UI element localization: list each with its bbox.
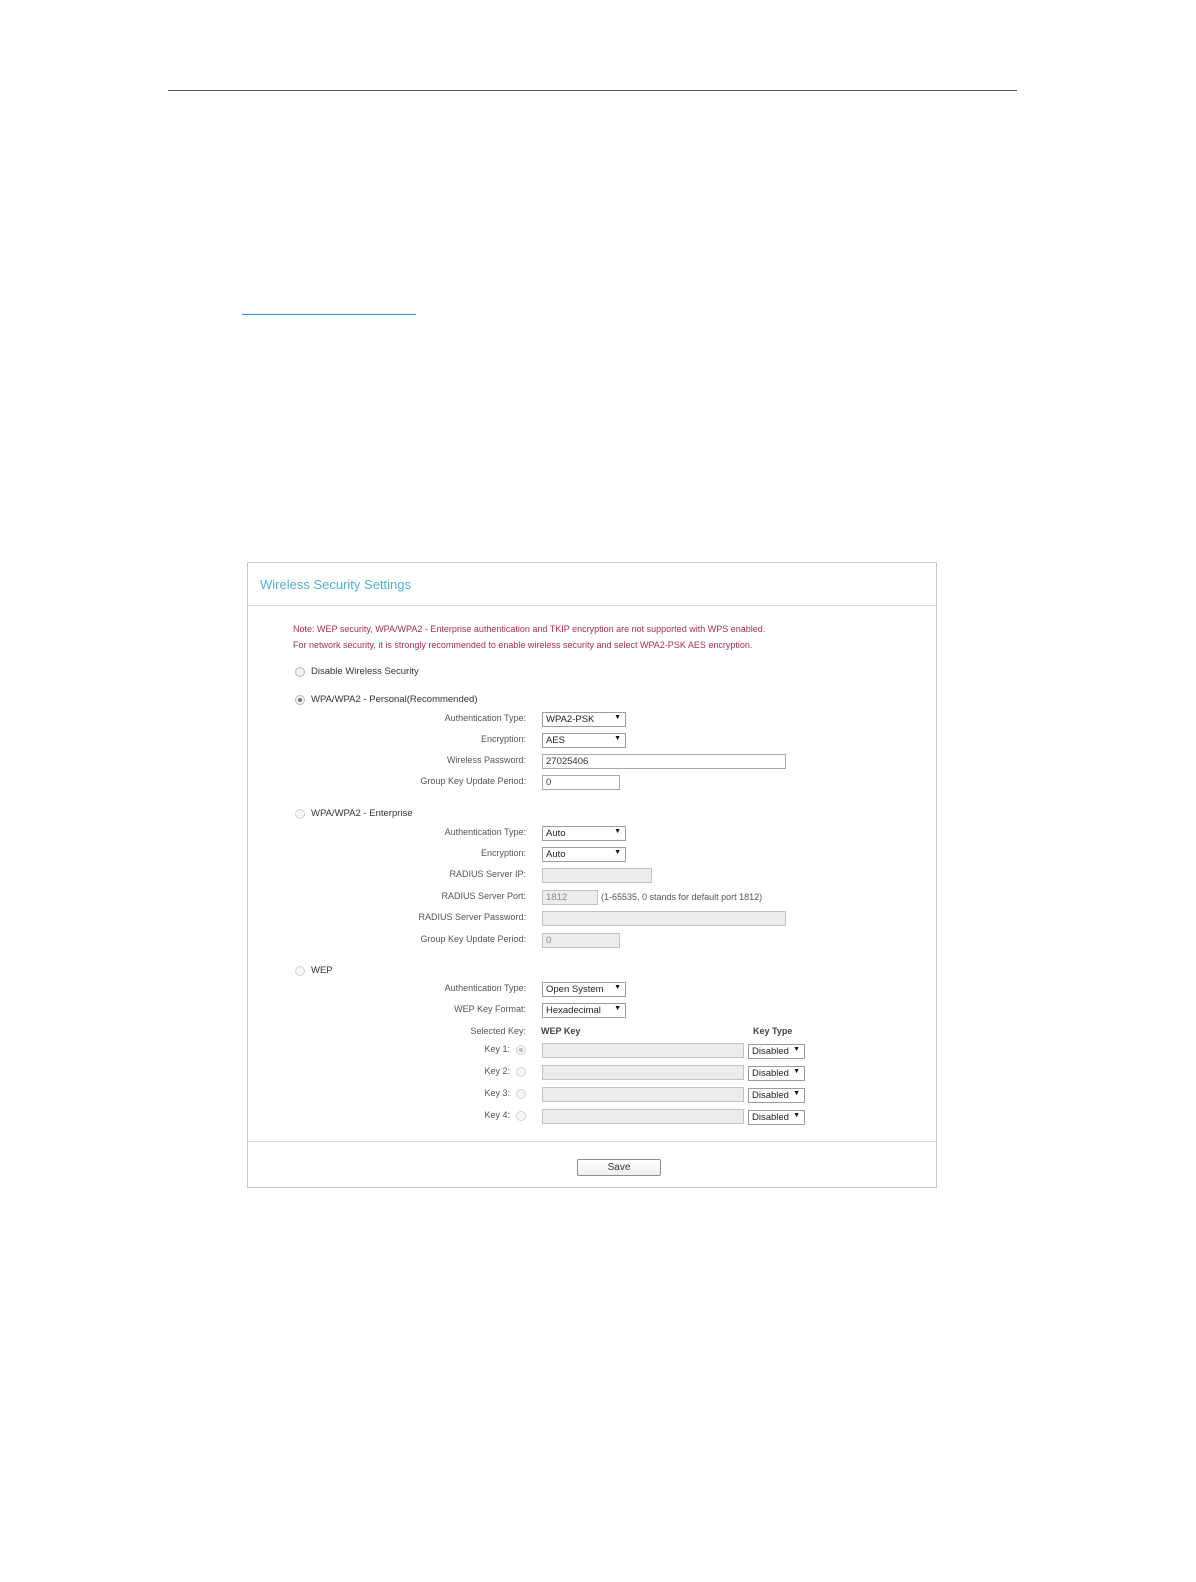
personal-encryption-select[interactable]: AES ▼ — [542, 733, 626, 748]
wireless-password-label: Wireless Password: — [446, 755, 526, 765]
wep-key-format-select[interactable]: Hexadecimal ▼ — [542, 1003, 626, 1018]
key-3-label: Key 3: — [484, 1088, 510, 1098]
wep-key-format-label: WEP Key Format: — [454, 1004, 526, 1014]
chevron-down-icon: ▼ — [614, 735, 621, 742]
page-header-rule — [168, 90, 1017, 91]
wpa-enterprise-option[interactable] — [295, 808, 413, 819]
enterprise-auth-type-label: Authentication Type: — [444, 827, 526, 837]
footer-divider — [248, 1141, 936, 1142]
wep-auth-type-label: Authentication Type: — [444, 983, 526, 993]
radius-server-ip-label: RADIUS Server IP: — [449, 869, 526, 879]
wireless-security-settings-panel — [247, 562, 937, 1188]
radius-server-port-label: RADIUS Server Port: — [441, 891, 526, 901]
personal-auth-type-select[interactable]: WPA2-PSK ▼ — [542, 712, 626, 727]
radius-port-hint: (1-65535, 0 stands for default port 1812) — [601, 892, 763, 902]
chevron-down-icon: ▼ — [614, 828, 621, 835]
key-4-type-select[interactable]: Disabled ▼ — [748, 1110, 805, 1125]
wpa-personal-label: WPA/WPA2 - Personal(Recommended) — [311, 694, 478, 705]
note-line-1: Note: WEP security, WPA/WPA2 - Enterprise authentication and TKIP encryption are not supported with WPS enabled. — [293, 624, 766, 634]
key-2-field[interactable] — [542, 1065, 744, 1080]
wep-label: WEP — [311, 965, 333, 976]
key-4-label: Key 4: — [484, 1110, 510, 1120]
chevron-down-icon: ▼ — [614, 984, 621, 991]
key-3-field[interactable] — [542, 1087, 744, 1102]
personal-group-key-label: Group Key Update Period: — [420, 776, 526, 786]
chevron-down-icon: ▼ — [793, 1046, 800, 1053]
panel-title: Wireless Security Settings — [260, 577, 411, 592]
radius-server-password-field[interactable] — [542, 911, 786, 926]
key-1-radio[interactable] — [516, 1045, 526, 1055]
disable-security-label: Disable Wireless Security — [311, 666, 419, 677]
radius-server-ip-field[interactable] — [542, 868, 652, 883]
chevron-down-icon: ▼ — [614, 714, 621, 721]
personal-auth-type-label: Authentication Type: — [444, 713, 526, 723]
wep-auth-type-select[interactable]: Open System ▼ — [542, 982, 626, 997]
selected-key-label: Selected Key: — [470, 1026, 526, 1036]
enterprise-encryption-label: Encryption: — [480, 848, 526, 858]
key-1-label: Key 1: — [484, 1044, 510, 1054]
wireless-password-field[interactable]: 27025406 — [542, 754, 786, 769]
enterprise-encryption-select[interactable]: Auto ▼ — [542, 847, 626, 862]
key-2-label: Key 2: — [484, 1066, 510, 1076]
disable-security-option[interactable] — [295, 666, 419, 677]
key-1-type-select[interactable]: Disabled ▼ — [748, 1044, 805, 1059]
wpa-enterprise-label: WPA/WPA2 - Enterprise — [311, 808, 413, 819]
chevron-down-icon: ▼ — [793, 1090, 800, 1097]
chevron-down-icon: ▼ — [793, 1112, 800, 1119]
wpa-personal-radio[interactable] — [295, 695, 305, 705]
key-3-type-select[interactable]: Disabled ▼ — [748, 1088, 805, 1103]
note-line-2: For network security, it is strongly recommended to enable wireless security and select WPA2-PSK AES encryption. — [293, 640, 753, 650]
enterprise-group-key-field[interactable]: 0 — [542, 933, 620, 948]
wpa-enterprise-radio[interactable] — [295, 809, 305, 819]
wep-radio[interactable] — [295, 966, 305, 976]
wep-key-column-header: WEP Key — [541, 1026, 581, 1036]
disable-security-radio[interactable] — [295, 667, 305, 677]
key-4-radio[interactable] — [516, 1111, 526, 1121]
key-type-column-header: Key Type — [753, 1026, 793, 1036]
key-4-field[interactable] — [542, 1109, 744, 1124]
personal-group-key-field[interactable]: 0 — [542, 775, 620, 790]
key-3-radio[interactable] — [516, 1089, 526, 1099]
hyperlink-underline — [242, 314, 416, 315]
wpa-personal-option[interactable] — [295, 694, 477, 705]
radius-server-password-label: RADIUS Server Password: — [418, 912, 526, 922]
chevron-down-icon: ▼ — [614, 1005, 621, 1012]
radius-server-port-field[interactable]: 1812 — [542, 890, 598, 905]
enterprise-auth-type-select[interactable]: Auto ▼ — [542, 826, 626, 841]
key-2-type-select[interactable]: Disabled ▼ — [748, 1066, 805, 1081]
chevron-down-icon: ▼ — [614, 849, 621, 856]
enterprise-group-key-label: Group Key Update Period: — [420, 934, 526, 944]
wep-option[interactable] — [295, 965, 333, 976]
title-divider — [248, 605, 936, 606]
chevron-down-icon: ▼ — [793, 1068, 800, 1075]
key-1-field[interactable] — [542, 1043, 744, 1058]
key-2-radio[interactable] — [516, 1067, 526, 1077]
personal-encryption-label: Encryption: — [480, 734, 526, 744]
save-button[interactable]: Save — [577, 1159, 661, 1176]
